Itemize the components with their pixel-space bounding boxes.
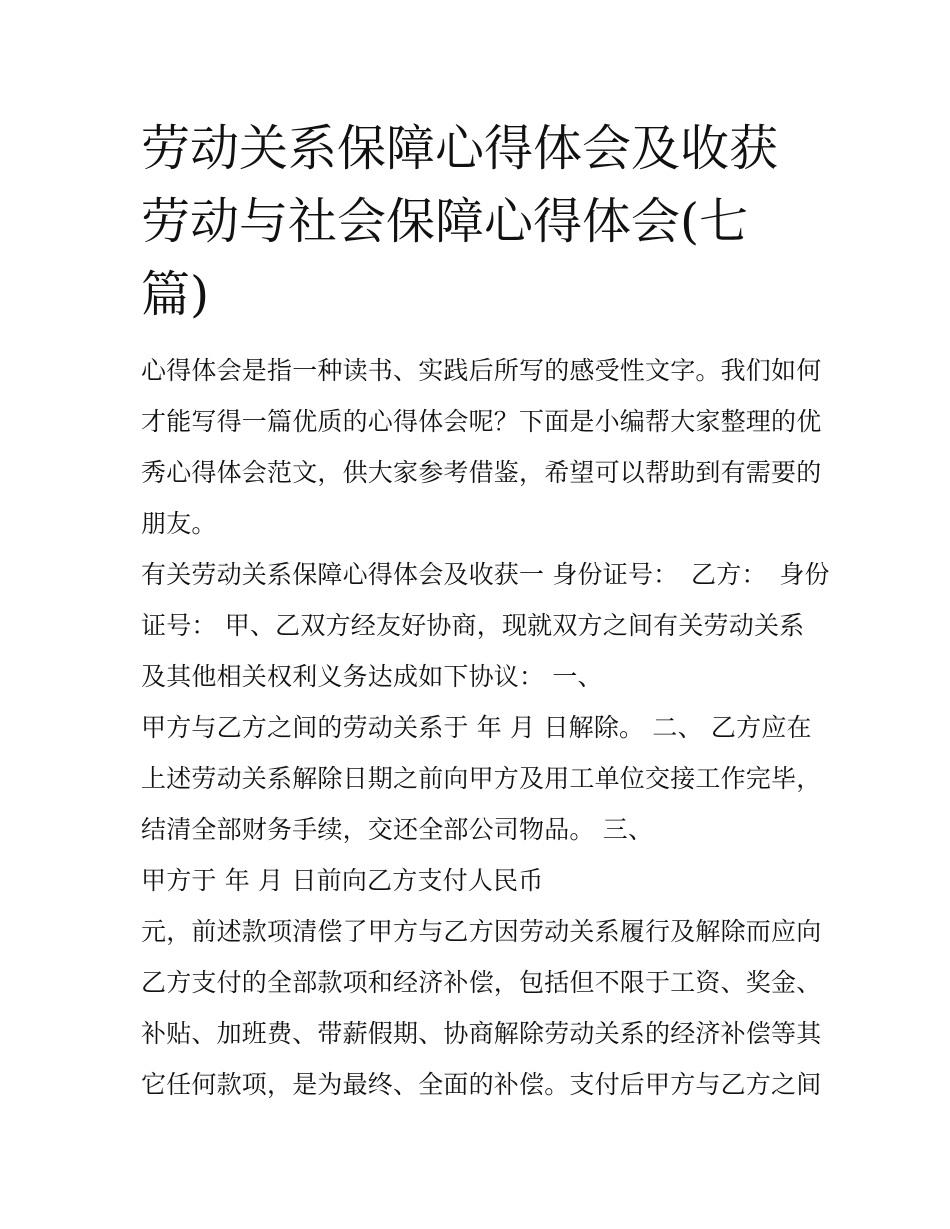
body-line: 它任何款项，是为最终、全面的补偿。支付后甲方与乙方之间 [141, 1070, 822, 1099]
body-line: 心得体会是指一种读书、实践后所写的感受性文字。我们如何 [141, 356, 822, 385]
body-line: 才能写得一篇优质的心得体会呢？下面是小编帮大家整理的优 [141, 407, 822, 436]
body-line: 乙方支付的全部款项和经济补偿，包括但不限于工资、奖金、 [141, 968, 822, 997]
body-line: 元，前述款项清偿了甲方与乙方因劳动关系履行及解除而应向 [141, 917, 822, 946]
body-line: 及其他相关权利义务达成如下协议： 一、 [141, 662, 603, 691]
body-line: 朋友。 [141, 509, 217, 538]
document-body [141, 345, 830, 1110]
body-line: 结清全部财务手续，交还全部公司物品。 三、 [141, 815, 654, 844]
document-content [141, 112, 830, 1110]
body-line: 秀心得体会范文，供大家参考借鉴，希望可以帮助到有需要的 [141, 458, 822, 487]
body-line: 补贴、加班费、带薪假期、协商解除劳动关系的经济补偿等其 [141, 1019, 822, 1048]
body-line: 上述劳动关系解除日期之前向甲方及用工单位交接工作完毕， [141, 764, 822, 793]
body-line: 有关劳动关系保障心得体会及收获一 身份证号： 乙方： 身份 [141, 560, 830, 589]
document-title: 劳动关系保障心得体会及收获劳动与社会保障心得体会(七篇) [141, 120, 779, 323]
body-line: 甲方于 年 月 日前向乙方支付人民币 [141, 866, 544, 895]
body-line: 甲方与乙方之间的劳动关系于 年 月 日解除。 二、 乙方应在 [141, 713, 812, 742]
body-line: 证号： 甲、乙双方经友好协商，现就双方之间有关劳动关系 [141, 611, 805, 640]
